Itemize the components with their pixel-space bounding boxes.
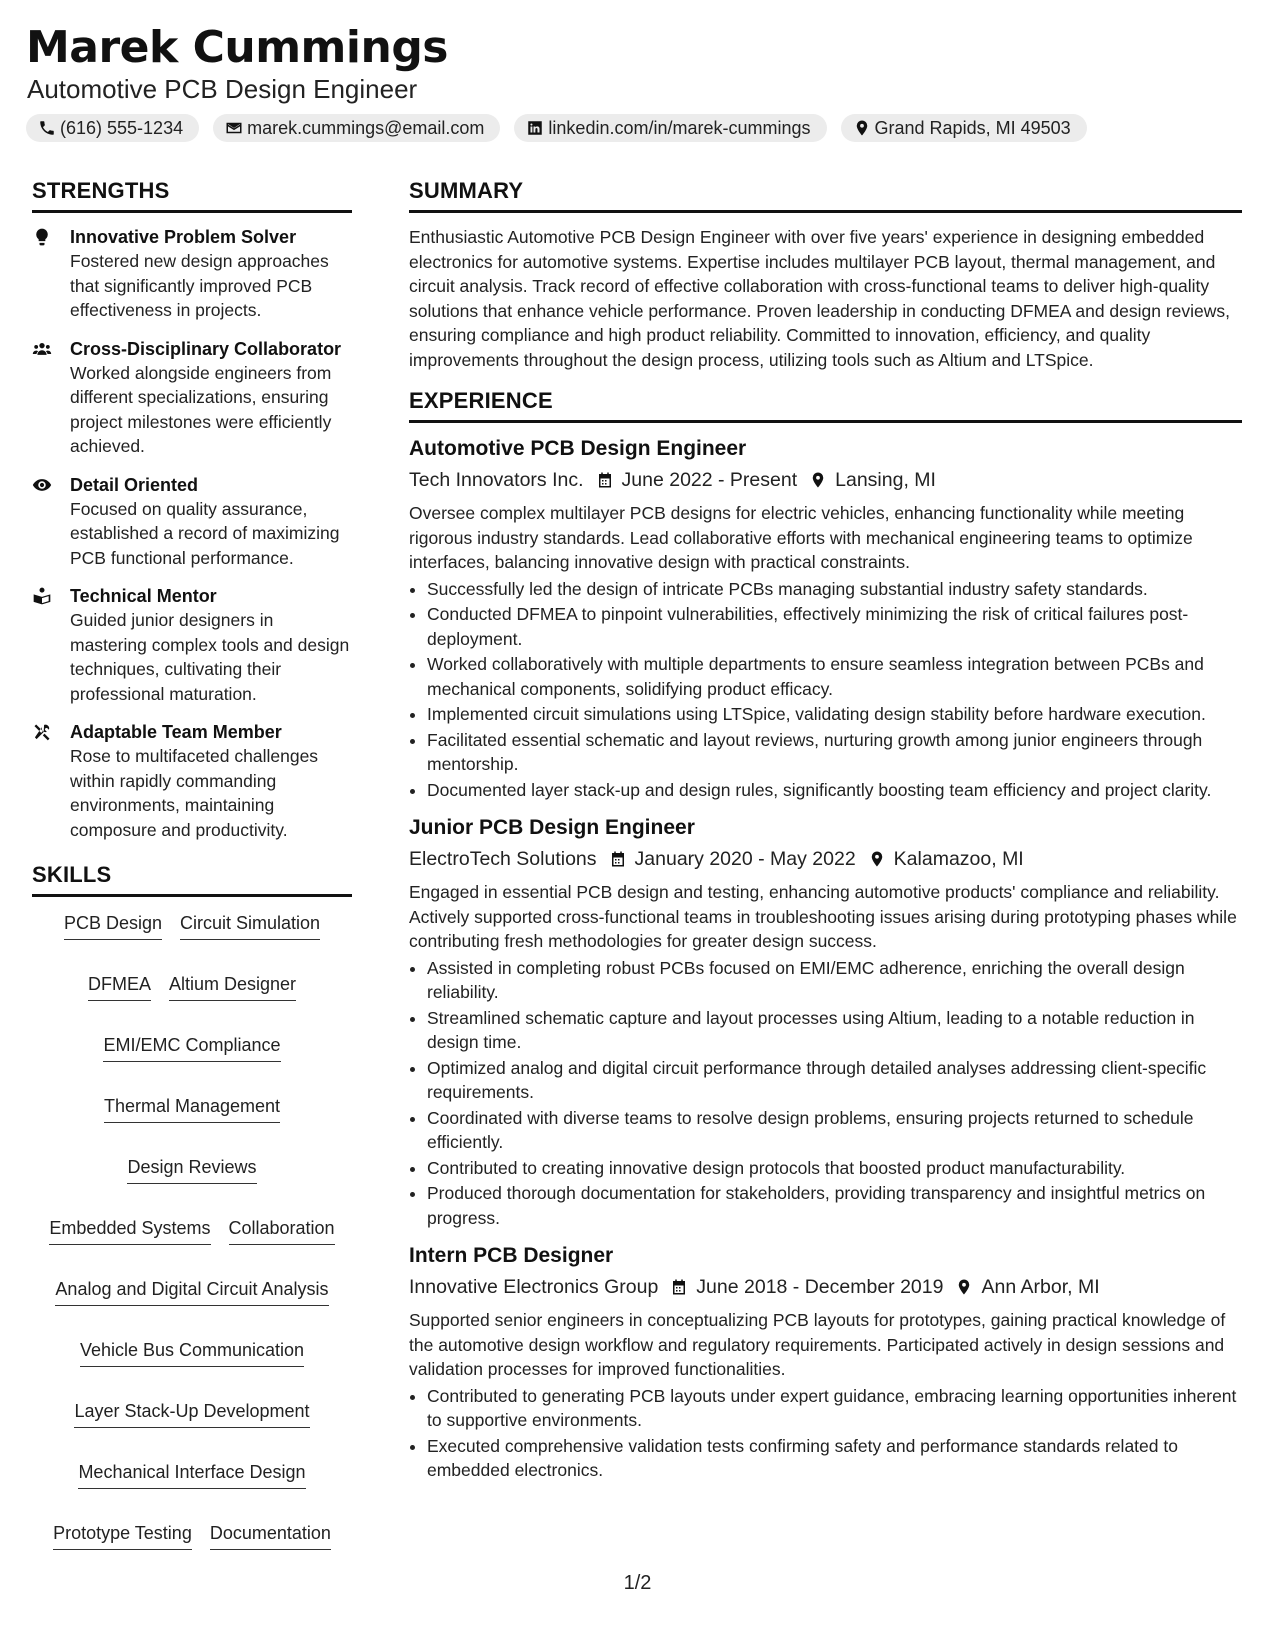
skill-tag: Prototype Testing	[53, 1521, 192, 1550]
summary-heading: SUMMARY	[409, 178, 1242, 213]
skill-tag: Documentation	[210, 1521, 331, 1550]
contact-linkedin[interactable]	[514, 114, 826, 142]
job-description: Oversee complex multilayer PCB designs for electric vehicles, enhancing functionality while meeting rigorous industry standards. Lead collaborative efforts with mechanical engineering teams to optimize interfaces, balancing innovative design with practical constraints.	[409, 503, 1193, 572]
job-meta	[409, 846, 1242, 872]
strength-title: Technical Mentor	[70, 586, 217, 606]
contact-phone[interactable]	[26, 114, 199, 142]
job-location: Ann Arbor, MI	[981, 1276, 1100, 1298]
skill-tag: Layer Stack-Up Development	[74, 1399, 309, 1428]
candidate-name: Marek Cummings	[26, 22, 448, 73]
strength-item	[32, 584, 352, 706]
strength-desc: Fostered new design approaches that significantly improved PCB effectiveness in projects.	[70, 251, 329, 320]
skill-tag: PCB Design	[64, 911, 162, 940]
skill-tag: Embedded Systems	[49, 1216, 210, 1245]
strength-title: Detail Oriented	[70, 474, 199, 495]
job-meta	[409, 467, 1242, 493]
job-entry	[409, 1242, 1242, 1483]
strengths-heading: STRENGTHS	[32, 178, 352, 213]
job-bullets	[409, 577, 1242, 803]
lightbulb-icon	[32, 227, 52, 247]
job-bullets	[409, 1384, 1242, 1483]
contact-location-text: Grand Rapids, MI 49503	[874, 117, 1071, 138]
job-description: Engaged in essential PCB design and testing, enhancing automotive products' compliance and reliability. Actively supported cross-functional teams in troubleshooting issues arising during prototyping phases while contributing fresh methodologies for greater design success.	[409, 882, 1237, 951]
skill-tag: DFMEA	[88, 972, 151, 1001]
contact-linkedin-text: linkedin.com/in/marek-cummings	[548, 117, 811, 138]
strength-item	[32, 473, 352, 571]
map-pin-icon	[868, 850, 886, 868]
job-title: Junior PCB Design Engineer	[409, 816, 695, 839]
skill-tag: Altium Designer	[169, 972, 296, 1001]
envelope-icon	[225, 119, 243, 137]
page-number: 1/2	[623, 1572, 652, 1594]
strength-desc: Rose to multifaceted challenges within rapidly commanding environments, maintaining composure and productivity.	[70, 746, 319, 840]
strength-title: Cross-Disciplinary Collaborator	[70, 338, 342, 359]
contact-location[interactable]	[841, 114, 1087, 142]
map-pin-icon	[809, 471, 827, 489]
strength-desc: Worked alongside engineers from different specializations, ensuring project milestones were efficiently achieved.	[70, 362, 332, 456]
job-meta	[409, 1274, 1242, 1300]
candidate-title: Automotive PCB Design Engineer	[27, 74, 418, 104]
strength-desc: Focused on quality assurance, established a record of maximizing PCB functional performance.	[70, 498, 340, 568]
job-title: Automotive PCB Design Engineer	[409, 437, 747, 460]
map-pin-icon	[955, 1278, 973, 1296]
job-dates: June 2018 - December 2019	[696, 1276, 944, 1298]
users-icon	[32, 339, 52, 359]
bullet-item: • Produced thorough documentation for stakeholders, providing transparency and insightful metrics on progress.	[427, 1181, 1242, 1230]
calendar-icon	[596, 471, 614, 489]
phone-icon	[38, 119, 56, 137]
skills-list	[32, 909, 352, 1550]
bullet-item: • Implemented circuit simulations using LTSpice, validating design stability before hardware execution.	[427, 702, 1242, 727]
skill-tag: Thermal Management	[104, 1094, 280, 1123]
eye-icon	[32, 475, 52, 495]
linkedin-icon	[526, 119, 544, 137]
skill-tag: EMI/EMC Compliance	[103, 1033, 280, 1062]
bullet-item: • Contributed to creating innovative design protocols that boosted product manufacturability.	[427, 1156, 1242, 1181]
bullet-item: • Streamlined schematic capture and layout processes using Altium, leading to a notable reduction in design time.	[427, 1006, 1242, 1055]
skill-tag: Design Reviews	[127, 1155, 256, 1184]
strength-desc: Guided junior designers in mastering complex tools and design techniques, cultivating their professional maturation.	[70, 610, 350, 704]
strength-item	[32, 225, 352, 323]
job-dates: June 2022 - Present	[621, 469, 798, 491]
bullet-item: • Assisted in completing robust PCBs focused on EMI/EMC adherence, enriching the overall design reliability.	[427, 956, 1242, 1005]
job-company: ElectroTech Solutions	[409, 848, 597, 870]
bullet-item: • Successfully led the design of intricate PCBs managing substantial industry safety standards.	[427, 577, 1242, 602]
job-company: Tech Innovators Inc.	[409, 469, 584, 491]
bullet-item: • Conducted DFMEA to pinpoint vulnerabilities, effectively minimizing the risk of critical failures post-deployment.	[427, 602, 1242, 651]
strength-item	[32, 337, 352, 459]
bullet-item: • Documented layer stack-up and design rules, significantly boosting team efficiency and project clarity.	[427, 778, 1242, 803]
job-location: Lansing, MI	[835, 469, 936, 491]
job-company: Innovative Electronics Group	[409, 1276, 659, 1298]
job-description: Supported senior engineers in conceptualizing PCB layouts for prototypes, gaining practical knowledge of the automotive design workflow and regulatory requirements. Participated actively in design sessions and validation processes for improved functionalities.	[409, 1310, 1226, 1379]
job-entry	[409, 814, 1242, 1230]
strength-title: Adaptable Team Member	[70, 722, 282, 742]
skill-tag: Circuit Simulation	[180, 911, 320, 940]
bullet-item: • Worked collaboratively with multiple departments to ensure seamless integration between PCBs and mechanical components, solidifying product efficacy.	[427, 652, 1242, 701]
map-pin-icon	[853, 119, 871, 137]
job-dates: January 2020 - May 2022	[634, 848, 856, 870]
left-column	[32, 178, 352, 1550]
skill-tag: Analog and Digital Circuit Analysis	[55, 1277, 328, 1306]
job-location: Kalamazoo, MI	[893, 848, 1024, 870]
contact-phone-text: (616) 555-1234	[60, 117, 184, 138]
bullet-item: • Optimized analog and digital circuit performance through detailed analyses addressing client-specific requirements.	[427, 1056, 1242, 1105]
skill-tag: Vehicle Bus Communication	[80, 1338, 304, 1367]
calendar-icon	[609, 850, 627, 868]
bullet-item: • Facilitated essential schematic and layout reviews, nurturing growth among junior engineers through mentorship.	[427, 728, 1242, 777]
job-title: Intern PCB Designer	[409, 1244, 614, 1267]
experience-heading: EXPERIENCE	[409, 388, 1242, 423]
bullet-item: • Executed comprehensive validation tests confirming safety and performance standards related to embedded electronics.	[427, 1434, 1242, 1483]
job-bullets	[409, 956, 1242, 1231]
bullet-item: • Contributed to generating PCB layouts under expert guidance, embracing learning opportunities inherent to supportive environments.	[427, 1384, 1242, 1433]
summary-text: Enthusiastic Automotive PCB Design Engineer with over five years' experience in designing embedded electronics for automotive systems. Expertise includes multilayer PCB layout, thermal management, and circuit analysis. Track record of effective collaboration with cross-functional teams to deliver high-quality solutions that enhance vehicle performance. Proven leadership in conducting DFMEA and design reviews, ensuring compliance and high product reliability. Committed to innovation, efficiency, and quality improvements throughout the design process, utilizing tools such as Altium and LTSpice.	[409, 227, 1231, 370]
strength-title: Innovative Problem Solver	[70, 227, 297, 247]
right-column	[409, 178, 1242, 1495]
mentor-icon	[32, 586, 52, 606]
job-entry	[409, 435, 1242, 802]
skill-tag: Mechanical Interface Design	[78, 1460, 305, 1489]
contact-bar	[26, 114, 1087, 142]
strength-item	[32, 720, 352, 842]
bullet-item: • Coordinated with diverse teams to resolve design problems, ensuring projects returned to schedule efficiently.	[427, 1106, 1242, 1155]
tools-icon	[32, 722, 52, 742]
contact-email[interactable]	[213, 114, 500, 142]
skills-heading: SKILLS	[32, 862, 352, 897]
contact-email-text: marek.cummings@email.com	[247, 117, 485, 138]
skill-tag: Collaboration	[229, 1216, 335, 1245]
calendar-icon	[670, 1278, 688, 1296]
